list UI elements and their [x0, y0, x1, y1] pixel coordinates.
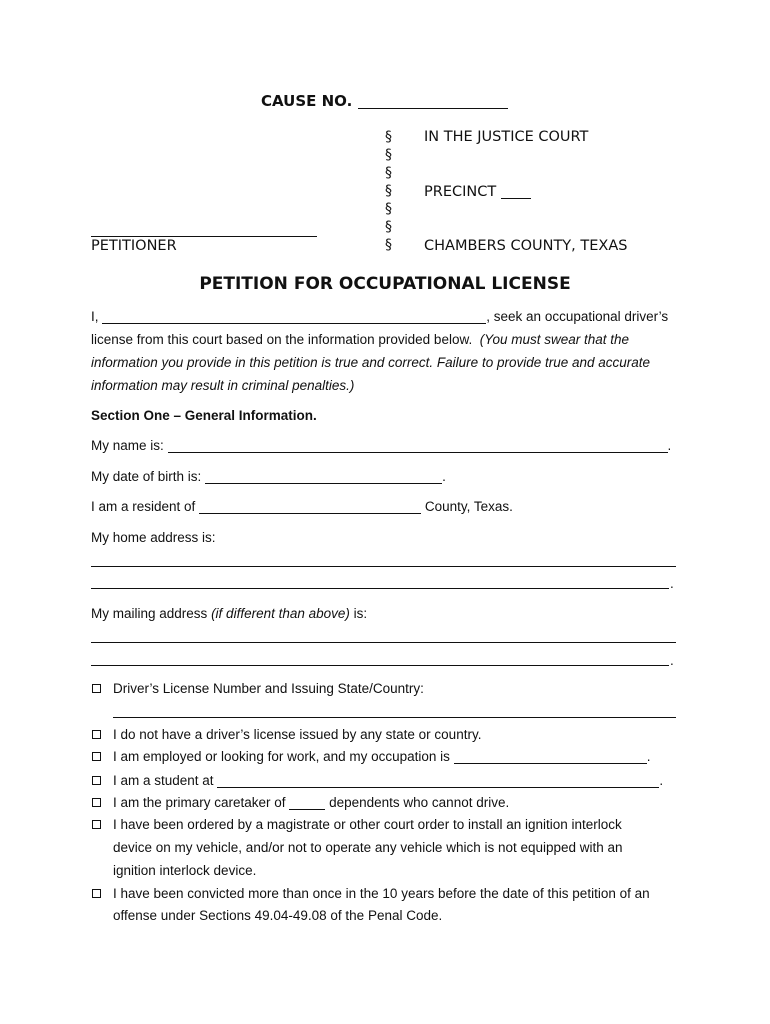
- county-line: CHAMBERS COUNTY, TEXAS: [424, 238, 628, 254]
- intro-line-2: [91, 332, 629, 347]
- interlock-line-1: I have been ordered by a magistrate or other court order to install an ignition interlock: [113, 817, 622, 832]
- home-address-label: My home address is:: [91, 530, 216, 545]
- convicted-line-2: offense under Sections 49.04-49.08 of the Penal Code.: [113, 908, 443, 923]
- intro-line-4: information may result in criminal penalties.): [91, 378, 355, 393]
- mailing-address-line-1[interactable]: [91, 642, 676, 643]
- employed-row: [113, 749, 650, 764]
- county-suffix: County, Texas.: [424, 499, 513, 514]
- petitioner-name-line[interactable]: [91, 236, 317, 237]
- intro-text: license from this court based on the information provided below.: [91, 332, 473, 347]
- student-label: I am a student at: [113, 773, 214, 788]
- period: .: [646, 749, 651, 764]
- section-mark: §: [385, 237, 392, 253]
- cause-number: [261, 92, 508, 110]
- section-one-heading: Section One – General Information.: [91, 408, 317, 423]
- section-mark: §: [385, 129, 392, 145]
- section-mark: §: [385, 201, 392, 217]
- no-license-checkbox[interactable]: [92, 730, 101, 739]
- resident-label: I am a resident of: [91, 499, 196, 514]
- mailing-suffix: is:: [353, 606, 368, 621]
- interlock-checkbox[interactable]: [92, 820, 101, 829]
- mailing-address-line-2[interactable]: [91, 665, 669, 666]
- caretaker-suffix: dependents who cannot drive.: [329, 795, 510, 810]
- home-address-line-2[interactable]: [91, 588, 669, 589]
- convicted-line-1: I have been convicted more than once in the 10 years before the date of this petition of an: [113, 886, 650, 901]
- convicted-checkbox[interactable]: [92, 889, 101, 898]
- resident-row: [91, 499, 513, 514]
- intro-prefix: I,: [91, 309, 99, 324]
- intro-line-1: [91, 309, 668, 324]
- precinct-label: PRECINCT: [424, 184, 497, 200]
- caretaker-checkbox[interactable]: [92, 798, 101, 807]
- court-line: IN THE JUSTICE COURT: [424, 129, 589, 145]
- name-field[interactable]: [168, 438, 668, 453]
- applicant-name-blank[interactable]: [102, 309, 486, 324]
- home-address-line-1[interactable]: [91, 566, 676, 567]
- section-mark: §: [385, 147, 392, 163]
- section-mark: §: [385, 219, 392, 235]
- caretaker-row: [113, 795, 509, 810]
- precinct-line: [424, 184, 531, 200]
- intro-italic: (You must swear that the: [479, 332, 630, 347]
- occupation-field[interactable]: [454, 749, 647, 764]
- period: .: [659, 773, 664, 788]
- period: .: [670, 653, 674, 668]
- license-number-label: Driver’s License Number and Issuing State/Country:: [113, 681, 424, 696]
- cause-label: CAUSE NO.: [261, 92, 353, 110]
- dob-label: My date of birth is:: [91, 469, 202, 484]
- mailing-address-label: [91, 606, 367, 621]
- interlock-line-3: ignition interlock device.: [113, 863, 257, 878]
- employed-checkbox[interactable]: [92, 752, 101, 761]
- student-row: [113, 773, 663, 788]
- page-title: PETITION FOR OCCUPATIONAL LICENSE: [199, 274, 571, 294]
- name-label: My name is:: [91, 438, 164, 453]
- mailing-italic: (if different than above): [211, 606, 350, 621]
- dob-field[interactable]: [205, 469, 442, 484]
- period: .: [442, 469, 446, 484]
- mailing-prefix: My mailing address: [91, 606, 208, 621]
- no-license-label: I do not have a driver’s license issued by any state or country.: [113, 727, 482, 742]
- period: .: [670, 576, 674, 591]
- county-field[interactable]: [199, 499, 421, 514]
- employed-label: I am employed or looking for work, and my occupation is: [113, 749, 450, 764]
- name-row: [91, 438, 671, 453]
- interlock-line-2: device on my vehicle, and/or not to operate any vehicle which is not equipped with an: [113, 840, 623, 855]
- license-number-checkbox[interactable]: [92, 684, 101, 693]
- period: .: [667, 438, 672, 453]
- section-mark: §: [385, 183, 392, 199]
- school-field[interactable]: [217, 773, 659, 788]
- dob-row: [91, 469, 446, 484]
- section-mark: §: [385, 165, 392, 181]
- intro-suffix: , seek an occupational driver’s: [486, 309, 669, 324]
- precinct-blank[interactable]: [501, 184, 531, 199]
- cause-number-blank[interactable]: [358, 94, 508, 109]
- petitioner-label: PETITIONER: [91, 238, 177, 254]
- license-number-line[interactable]: [113, 717, 676, 718]
- intro-line-3: information you provide in this petition is true and correct. Failure to provide true and accurate: [91, 355, 651, 370]
- caretaker-prefix: I am the primary caretaker of: [113, 795, 286, 810]
- dependents-count-field[interactable]: [289, 795, 325, 810]
- student-checkbox[interactable]: [92, 776, 101, 785]
